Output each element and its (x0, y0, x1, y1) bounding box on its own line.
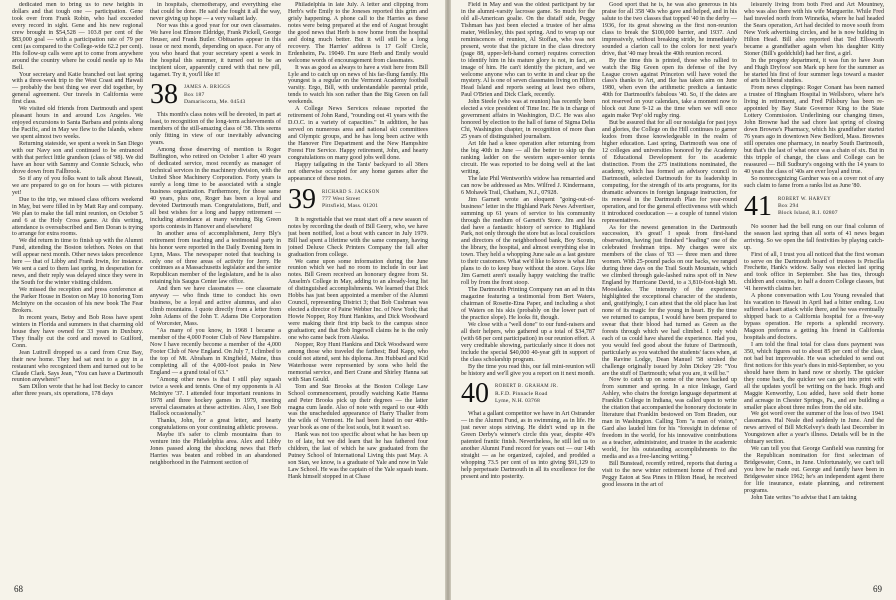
paragraph: We came upon some information during the June reunion which we had no room to include in our last notes. Bill Green received an honorary degree from St. Anselm's College in May, adding to an already-long list of distinguished accomplishments. We learned that Dick Hobbs has just been appointed a member of the Alumni Council, representing District 3; that Bob Cushman was elected a director of Paine Webber Inc. of New York; that Howie Nopper, Roy Hunt Hankins, and Dick Woodward were making their first trip back to the campus since graduation; and that Bob Ingersoll claims he is the only one who came back from Alaska. (288, 258, 428, 341)
class-secretary (184, 83, 245, 105)
paragraph: We did return in time to finish up with the Alumni Fund, attending the Boston telethon. Notes on that will appear next month. Other news takes precedence here — that of Libby and Frank Irwin, for instance. We sent a card to them last spring, in desperation for news, and their reply was delayed since they were in the South for the winter visiting children. (12, 238, 143, 287)
secretary-name: JAMES A. BRIGGS (184, 85, 231, 91)
column-text (150, 112, 281, 467)
address-line: R.F.D. Pinnacle Road (495, 391, 548, 398)
address-line: Box 294 (778, 203, 799, 210)
secretary-name: ROBERT B. GRAHAM JR. (495, 384, 559, 390)
left-page (0, 0, 445, 600)
paragraph: So if any of you folks want to talk about Hawaii, we are prepared to go on for hours — with pictures yet! (12, 175, 143, 196)
paragraph: Your secretary and Katie branched out last spring with a three-week trip to the West Coast and Hawaii — probably the best thing we ever did together, by general agreement. Our travels in California were first class. (12, 71, 143, 106)
right-column-3 (744, 2, 884, 588)
paragraph: Maybe it's safer to climb mountains than to venture into the Philadelphia area. Alex and Libby Jones passed along the shocking news that Herb Harries was beaten and robbed in an abandoned neighborhood in the Fairmont section of (150, 432, 281, 467)
column-text (744, 224, 884, 502)
paragraph: From news clippings: Roger Conant has been named a trustee of Hingham Hospital in Wellsboro, where he's living in retirement, and Fred Pillsbury has been re-appointed by Bay State Governor King to the State Lottery Commission. Underlining our changing times, John Browne had the sad chore last spring of closing down Browne's Pharmacy, which his grandfather started 76 years ago in downtown New Bedford, Mass. Brownes still operates one pharmacy, in nearby South Dartmouth, but that's the last of what once was a chain of six. But in this tripple of change, the class and College can be reassured — Bill Sudbury's ongoing with the 14 years to 40 years the class of '40s are ever loyal and true. (744, 85, 884, 175)
paragraph: We can tell you that George Canfield was running for the Republican nomination for first selectman of Bridgewater, Conn., in June. Unfortunately, we can't tell you how he made out. George and family have been in Bridgewater since 1962; he's an independent agent there for life insurance, estate planning, and retirement programs. (744, 446, 884, 494)
left-column-3 (288, 2, 428, 588)
class-secretary (495, 382, 558, 404)
paragraph: As for the newest generation in the Dartmouth succession, it's great! I speak from first-hand observation, having just finished "leading" one of the celebrated freshman trips. My charges were six members of the class of '83 — three men and three women. With 25-pound packs on our backs, we ranged during three days on the Trail South Mountain, which we climbed through gale-lashed rains spot off in New England by Hurricane David, to a 3,810-foot-high Mt. Moosilauke. The intensity of the experience highlighted the exceptional character of the students, and, gratifyingly, I can attest that the old place has lost none of its magic for the young in heart. By the time we returned to campus, I would have been prepared to swear that their blood had turned as Green as the forests through which we had climbed. I only wish each of us could have shared the experience. Had you, you would feel good about the future of Dartmouth, particularly as you watched the students' faces when, at the Ravine Lodge, Dean Manuel '58 stroked the challenge originally issued by John Dickey '29: "You are the stuff of Dartmouth; what you are, it will be." (602, 224, 737, 377)
paragraph: Good sport that he is, he was also generous in his praise for all 358 '40s who gave and helped, and in his salute to the two classes that topped '40 in the derby — 1936, for its great showing as the first non-reunion class to break the $100,000 barrier, and 1937. And impressively, without breaking stride, he immediately sounded a clarion call to the colors for next year's drive, that '40 may break the 40th reunion record. (602, 2, 737, 57)
paragraph: By the time you read this, our fall mini-reunion will be history and we'll give you a report on it next month. (461, 363, 595, 377)
address-line: 777 West Street (322, 196, 361, 203)
paragraph: It is regrettable that we must start off a new season of notes by recording the death of Bill Geery, who, we have just been notified, lost a bout with cancer in July 1979. Bill had spent a lifetime with the same company, having joined Deluxe Check Printers Company the fall after graduation from college. (288, 216, 428, 258)
paragraph: Sam Dillon wrote that he had lost Becky to cancer after three years, six operations, 178 days (12, 384, 143, 398)
paragraph: Tom and Sue Brooks at the Boston College Law School commencement, proudly watching Katie Hanna and Peter Brooks pick up their degrees — the latter magna cum laude. Also of note with regard to our 40th was the unscheduled appearance of Harry Thaller from the wilds of Vermont. He had been listed in our 40th-year book as one of the lost souls, but it wasn't so. (288, 383, 428, 432)
paragraph: Bill Bunstead, recently retired, reports that during a visit to the new winter retirement home of Fred and Peggy Eaton at Sea Pines in Hilton Head, he received good lessons in the art of (602, 460, 737, 488)
paragraph: In the progeny department, it was fun to have Joan and Hugh Dryfoos' son Mark up here for the summer as he started his first of four summer legs toward a master of arts in liberal studies. (744, 57, 884, 85)
column-text (288, 2, 428, 183)
class-heading-38 (150, 79, 281, 111)
address-line: Box 187 (184, 92, 205, 99)
class-heading-40 (461, 378, 595, 410)
paragraph: It was as good as always to have a visit here from Bill Lyle and to catch up on news of his far-flung family. His youngest is a regular on the Vermont Academy football varsity. Ergo, Bill, with understandable parental pride, tends to watch his son rather than the Big Green on fall weekends. (288, 64, 428, 106)
paragraph: Hank was not too specific about what he has been up to of late, but we did learn that he has fathered four children, the last of which he saw graduated from the Putney School of International Living this past May. A son Stan, we know, is a graduate of Yale and now in Yale Law School. He was the captain of the Yale squash team. Hank himself stopped in at Chase (288, 432, 428, 481)
class-year: 39 (288, 183, 316, 215)
address-line: Pittsfield, Mass. 01201 (322, 202, 379, 209)
address-line: Lyme, N.H. 03768 (495, 397, 540, 404)
class-secretary (778, 195, 838, 217)
paragraph: Thanks, John, for a great letter, and hearty congratulations on your continuing athletic prowess. (150, 418, 281, 432)
column-text (461, 411, 595, 481)
paragraph: We got word over the summer of the loss of two 1941 classmates. Hal Neale died suddenly in June. And the news arrived of Bill McKelvey's death last December in Youngstown after a year's illness. Details will be in the obituary section. (744, 411, 884, 446)
paragraph: Among those deserving of mention is Roger Buffington, who retired on October 1 after 40 years of dedicated service, most recently as manager of technical services in the machinery division, with the United Shoe Machinery Corporation. Forty years is surely a long time to be associated with a single business organization. Furthermore, for those same 40 years, plus one, Roger has been a loyal and devoted Dartmouth man. Congratulations, Buff, and all best wishes for a long and happy retirement — including attendance at many winning Big Green sports contests in Hanover and elsewhere! (150, 147, 281, 230)
paragraph: By the time this is printed, those who rallied to watch the Big Green open its defense of the Ivy League crown against Princeton will have voted the class's thanks to Art, and Ike has taken aim on June 1980, when even the arithmetic predicts a fantastic 40th for Dartmouth's fabulous '40. So, if the dates are not reserved on your calendars, take a moment now to block out June 9-12 as the time when we will once again make 'Pep' old rugby ring. (602, 57, 737, 120)
column-text (288, 217, 428, 481)
paragraph: Nor was this a good year for our own classmates. We have lost Elmore Eldridge, Frank Pickell, George Heuser, and Frank Butler. Obituaries appear in this issue or next month, depending on space. For any of you who heard that your secretary spent a week in the hospital this summer, it turned out to be an incipient ulcer, apparently cured with that new pill, tagamet. Try it, you'll like it! (150, 22, 281, 78)
paragraph: dedicated men to bring us to new heights in dollars and that tough one — participation. Gene took over from Frank Robin, who had exceeded every record in sight. Gene and his new regional crew brought in $54,528 — 103.8 per cent of the $83,000 goal — with a participation rate of 79 per cent (as compared to the College-wide 62.2 per cent). His follow-up calls were apt to come from anywhere around the country where he could nestle up to Ma Bell. (12, 2, 143, 71)
paragraph: The late Phil Wentworth's widow has remarried and can now be addressed as Mrs. Wilfred J. Kindermann, 6 Mohawk Trail, Chatham, N.J., 07928. (461, 175, 595, 196)
paragraph: No sooner had the bell rung on our final column of the season last spring than all sorts of 41 news began arriving. So we open the fall festivities by playing catch-up. (744, 223, 884, 251)
paragraph: John Steele (who was at reunion) has recently been elected a vice president of Time Inc. He is in charge of government affairs in Washington, D.C. He was also honored by election to the hall of fame of Sigma Delta Chi, Washington chapter, in recognition of more than 25 years of distinguished journalism. (461, 99, 595, 141)
paragraph: Philadelphia in late July. A letter and clipping from Herb's wife Emily to the Joneses reported this grim and grisly happening. A phone call to the Harries as these notes were being prepared at the end of August brought the good news that Herb is now home from the hospital and doing much better. But it will still be a long recovery. The Harries' address is 17 Golf Circle, Erdenheim, Pa. 19049. I'm sure Herb and Emily would welcome words of encouragement from classmates. (288, 2, 428, 64)
secretary-name: RICHARD S. JACKSON (322, 189, 380, 195)
paragraph: The Dartmouth Printing Company ran an ad in this magazine featuring a testimonial from Bert Waters, chairman of Rosette-Etna Paper, and including a shot of Waters on his skis (probably on the lower part of the practice slope). He looks fit, though. (461, 287, 595, 321)
page-number: 68 (14, 584, 23, 594)
paragraph: Field in May and was the oldest participant by far in the alumni-varsity lacrosse game. So much for the old all-American goalie. On the distaff side, Peggy Tishman has just been elected a trustee of her alma mater, Wellesley, this past spring. And to wrap up our reminiscences of reunion, Al Stoffan, who was not present, wrote that the picture in the class directory (page 88, upper-left-hand corner) requires correction to identify him in his mature glory is not, in fact, an image of him. He can't identify the picture, and we welcome anyone who can to write in and clear up the mystery. Al is one of seven classmates living on Hilton Head Island and reports seeing at least two others, Paul O'Brien and Dick Clark, recently. (461, 2, 595, 99)
paragraph: And then we have classmates — one classmate anyway — who finds time to conduct his own business, be a loyal and active alumnus, and also climb mountains. I quote directly from a letter from John Adams of the John T. Adams Die Corporation of Worcester, Mass. (150, 286, 281, 328)
paragraph: A phone conversation with Lou Young revealed that his vacation to Hawaii in April had a bitter ending. Lou suffered a heart attack while there, and he was eventually shipped back to a California hospital for a five-way bypass operation. He reports a splendid recovery. Magoon preforms a getting his friend in California hospitals and doctors. (744, 293, 884, 341)
page-number: 69 (873, 584, 882, 594)
paragraph: Happy tailgating in the Tanis' backyard to all 38ers not otherwise occupied for any home games after the appearance of these notes. (288, 161, 428, 182)
paragraph: Jean Luttrell dropped us a card from Cruz Bay, their new home. They had sat next to a guy in a restaurant who recognized them and turned out to be Claude Clark. Says Jean, "You can have a Dartmouth reunion anywhere!" (12, 349, 143, 384)
secretary-name: ROBERT W. HARVEY (778, 196, 832, 202)
paragraph: Returning stateside, we spent a week in San Diego with our Navy son and continued to be entranced with that perfect little grandson (class of '98). We did have an hour with Sammy and Connie Schuck, who drove down from Fallbrook. (12, 141, 143, 175)
class-heading-39 (288, 183, 428, 215)
column-text (744, 2, 884, 190)
class-year: 40 (461, 378, 489, 410)
paragraph: I am told the final total for class dues payment was 350, which figures out to about 85 per cent of the class, not bad but improvable. He was scheduled to send out first notices for this year's dues in mid-September, so you should have them in hand now or shortly. The quicker they come back, the quicker we can get into print with all the updates you'll be writing on the back. Hugh and Maggie Kenworthy, Lou added, have sold their home and acreage in Chester Springs, Pa., and are building a smaller place about three miles from the old site. (744, 341, 884, 411)
paragraph: in hospitals, chemotherapy, and everything else that could be done. He said she fought it all the way, never giving up hope — a very valiant lady. (150, 2, 281, 22)
paragraph: But be assured that for all our nostalgia for past joys and glories, the College on the Hill continues to garner kudos from those knowledgeable in the realm of higher education. Last spring, Dartmouth was one of 12 colleges and universities honored by the Academy of Educational Development for its academic distinction. From the 275 institutions nominated, the academy, which has formed an advisory council to Dartmouth, selected Dartmouth for its leadership in computing, for the strength of its arts programs, for its dramatic advances in foreign language instruction, for its renewal in the Dartmouth Plan for year-round operation, and for the general effectiveness with which it introduced coeducation — a couple of tunnel vision representatives. (602, 120, 737, 224)
paragraph: This month's class notes will be devoted, in part at least, to recognition of the long-term achievements of members of the still-amazing class of '38. This seems only fitting in view of our inevitably advancing years. (150, 112, 281, 147)
class-secretary (322, 188, 380, 210)
paragraph: Art Ide had a knee operation after returning from the big 40th in June — all the better to skip up the ranking ladder on the western super-senior tennis circuit. He was reported to be doing well at the last writing. (461, 141, 595, 175)
paragraph: leisurely living from both Fred and Art Mountney, who was also there with his wife Marguerite. While Fred had traveled north from Winnetka, where he had headed the Sears operation, Art had decided to move south from New York advertising circles, and he is now building in Hilton Head. Bill also reported that Ted Ellsworth became a grandfather again when his daughter Kitty Stoner (Bill's goddchild) had her first, a girl. (744, 2, 884, 57)
paragraph: We close with a "well done" to our fund-raisers and all their helpers, who gathered up a total of $34,787 (with 68 per cent participation) in our reunion effort. A very creditable showing, particularly since it does not include the special $40,000 40-year gift in support of the class scholarship program. (461, 321, 595, 363)
paragraph: "As many of you know, in 1968 I became a member of the 4,000 Footer Club of New Hampshire. Now I have recently become a member of the 4,000 Footer Club of New England. On July 7, I climbed to the top of Mt. Abraham in Kingfield, Maine, thus completing all of the 4,000-foot peaks in New England — a grand total of 63." (150, 328, 281, 376)
class-heading-41 (744, 190, 884, 222)
address-line: Damariscotta, Me. 04543 (184, 98, 246, 105)
paragraph: Now to catch up on some of the news backed up from summer and spring. In a nice linkage, Gard Ashley, who chairs the foreign language department at Franklin College in Indiana, was called upon to write the citation that accompanied the honorary doctorate in literature that Franklin bestowed on Tom Braden, our man in Washington. Calling Tom "a man of vision," Gard also lauded him for his "foresight in defense of freedom in the world, for his innovative contributions as a teacher, administrator, and trustee in the academic world, for his outstanding accomplishments to the media and as a free-lancing writing." (602, 377, 737, 460)
right-column-2 (602, 2, 737, 588)
paragraph: Nopper, Roy Hunt Hankins and Dick Woodward were among those who traveled the farthest; Bud Kapp, who could not attend, sent his diploma. Jim Hubbard and Kid Waterhouse were represented by sons who held the memorial service, and Bert Crane and Shirley Hanna sat with Stan Gould. (288, 341, 428, 383)
column-text (150, 2, 281, 78)
paragraph: We missed the reception and press conference at the Parker House in Boston on May 10 honoring Tom McIntyre on the occasion of his new book The Fear Brokers. (12, 287, 143, 314)
paragraph: We visited old friends from Dartmouth and spent pleasant hours in and around Los Angeles. We enjoyed excursions to Santa Barbara and points along the Pacific, and in May we flew to the Islands, where we spent almost two weeks. (12, 106, 143, 141)
paragraph: So nonrecognizing Gardner was on a cover not of any such claim to fame from a ranks list as June '80. (744, 175, 884, 189)
column-text (461, 2, 595, 377)
class-year: 38 (150, 79, 178, 111)
address-line: Block Island, R.I. 02807 (778, 209, 838, 216)
paragraph: Due to the trip, we missed class officers weekend in May, but were filled in by Matt Ray and company. We plan to make the fall mini reunion, on October 5 and 6 at the Holy Cross game. At this writing, attendance is oversubscribed and Ben Doran is trying to arrange for extra rooms. (12, 196, 143, 238)
paragraph: First of all, I trust you all noticed that the first woman to serve on the Dartmouth board of trustees is Priscilla Frechette, Hank's widow. Sally was elected last spring and took office in September. She has ties, through children and cousins, to half a dozen College classes, but '41 herewith claims her. (744, 251, 884, 293)
paragraph: In recent years, Betsy and Bob Ross have spent winters in Florida and summers in that charming old house they have owned for 33 years in Duxbury. They finally cut the cord and moved to Guilford, Conn. (12, 314, 143, 349)
left-column-2 (150, 2, 281, 588)
paragraph: "Among other news is that I still play squash twice a week and tennis. One of my opponents is Al McIntyre '37. I attended four important reunions in 1978 and three hockey games in 1979, meeting several classmates at these activities. Also, I see Bob Hallock occasionally." (150, 376, 281, 418)
paragraph: What a gallant competitor we have in Art Ostrander — in the Alumni Fund, as in swimming, as in life. He just never stops striving. He didn't wind up in the Green Derby's winner's circle this year, despite 40's patented frantic finish. Nevertheless, he still led us to another Alumni Fund record for years out — our 14th straight — as he organized, cajoled, and prodded a whopping 73.5 per cent of us into giving $91,129 to help perpetuate Dartmouth in all its excellence for the present and into posterity. (461, 411, 595, 481)
paragraph: A College News Services release reported the retirement of John Rand, "rounding out 41 years with the D.O.C. in a variety of capacities." In addition, he has served on numerous area and national ski committees and Olympic groups, and he has long been active with the Hanover Fire Department and the New Hampshire Forest Fire Service. Happy retirement, John, and hearty congratulations on many good jobs well done. (288, 106, 428, 161)
paragraph: In another area of accomplishment, Jerry Bly's retirement from teaching and a testimonial party in his honor were reported in the Daily Evening Item in Lynn, Mass. The newspaper noted that teaching is only one of three areas of activity for Jerry. He continues as a Massachusetts legislator and the senior Republican member of the legislature, and he is also retaining his Saugus Center law office. (150, 230, 281, 286)
paragraph: Jim Garnett wrote an eloquent "going-out-of-business" letter in the Highland Park News Advertiser, summing up 61 years of service to his community through the medium of Garnett's Store. Jim and his dad have a fantastic history of service to Highland Park, not only through the store but as local councilors and directors of the neighborhood bank, Boy Scouts, the library, the hospital, and almost everything else in town. They held a whopping June sale as a last gesture to their customers. What we'd like to know is what Jim plans to do to keep busy without the store. Guys like Jim Garnett aren't usually happy watching the traffic roll by from the front stoop. (461, 196, 595, 287)
right-page (451, 0, 896, 600)
class-year: 41 (744, 190, 772, 222)
paragraph: John Tate writes "to advise that I am taking (751, 494, 857, 501)
left-column-1 (12, 2, 143, 588)
right-column-1 (461, 2, 595, 588)
